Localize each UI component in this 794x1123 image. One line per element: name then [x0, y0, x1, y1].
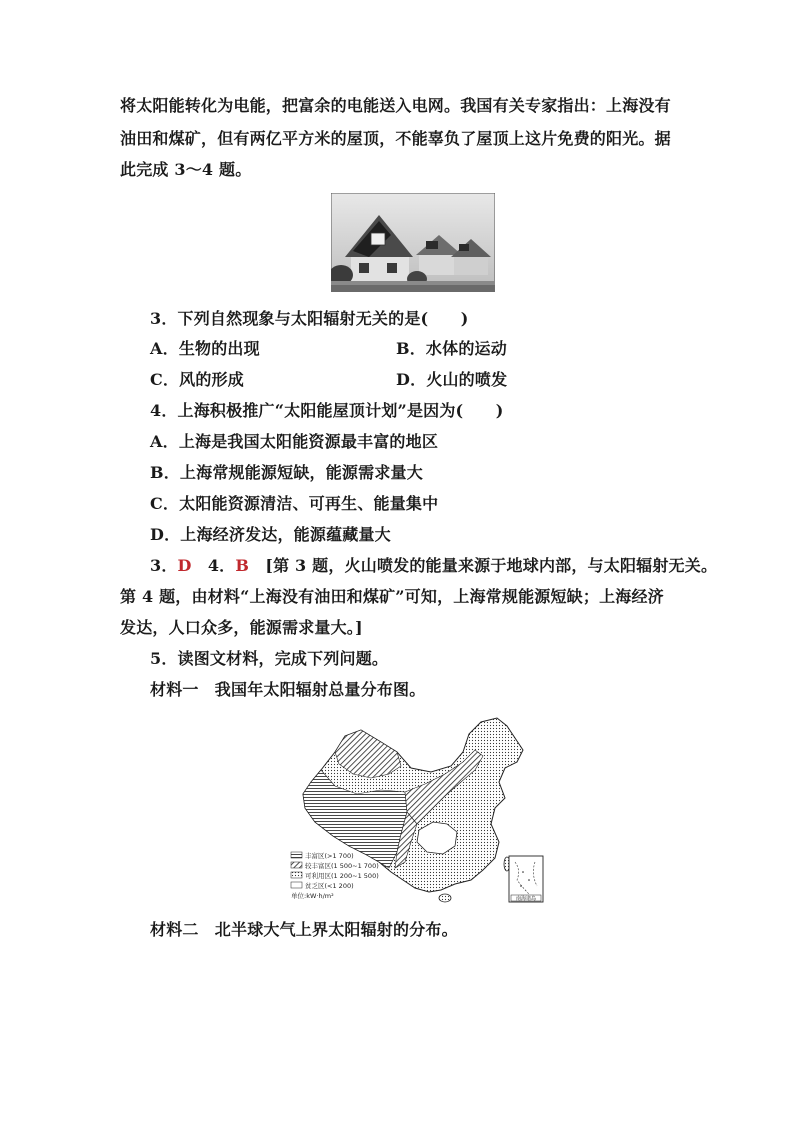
q4-stem: 4．上海积极推广“太阳能屋顶计划”是因为( ) — [150, 401, 504, 420]
answer-3: D — [177, 556, 192, 575]
legend-unit: 单位:kW·h/m² — [291, 892, 334, 900]
q4-option-c: C．太阳能资源清洁、可再生、能量集中 — [150, 494, 439, 513]
answer-label-3: 3． — [150, 556, 178, 575]
legend-poor: 贫乏区(<1 200) — [305, 882, 354, 890]
explanation-line-1: [第 3 题，火山喷发的能量来源于地球内部，与太阳辐射无关。 — [265, 556, 718, 575]
q3-option-d: D．火山的喷发 — [396, 370, 508, 389]
q3-option-c: C．风的形成 — [150, 370, 244, 389]
explanation-line-2: 第 4 题，由材料“上海没有油田和煤矿”可知，上海常规能源短缺；上海经济 — [120, 587, 664, 606]
material-2-caption: 材料二 北半球大气上界太阳辐射的分布。 — [150, 920, 458, 939]
q4-option-d: D．上海经济发达，能源蕴藏量大 — [150, 525, 391, 544]
answer-label-4: 4． — [207, 556, 236, 575]
material-1-caption: 材料一 我国年太阳辐射总量分布图。 — [150, 680, 426, 699]
solar-roof-photo — [331, 193, 495, 292]
intro-line-3: 此完成 3～4 题。 — [120, 160, 252, 179]
q4-option-a: A．上海是我国太阳能资源最丰富的地区 — [150, 432, 439, 451]
map-legend — [291, 851, 379, 900]
explanation-line-3: 发达，人口众多，能源需求量大。] — [120, 618, 363, 637]
answer-4: B — [235, 556, 250, 575]
intro-line-1: 将太阳能转化为电能，把富余的电能送入电网。我国有关专家指出：上海没有 — [120, 96, 671, 115]
q3-stem: 3．下列自然现象与太阳辐射无关的是( ) — [150, 309, 469, 328]
q4-option-b: B．上海常规能源短缺，能源需求量大 — [150, 463, 423, 482]
answer-line-1 — [150, 556, 718, 576]
inset-label: 南海诸岛 — [515, 896, 537, 902]
q3-option-b: B．水体的运动 — [396, 339, 507, 358]
legend-usable: 可利用区(1 200~1 500) — [305, 872, 379, 880]
legend-fairly-rich: 较丰富区(1 500~1 700) — [305, 862, 379, 870]
legend-rich: 丰富区(>1 700) — [305, 852, 354, 860]
intro-line-2: 油田和煤矿，但有两亿平方米的屋顶，不能辜负了屋顶上这片免费的阳光。据 — [120, 129, 671, 148]
q3-option-a: A．生物的出现 — [150, 339, 260, 358]
q5-stem: 5．读图文材料，完成下列问题。 — [150, 649, 389, 668]
solar-radiation-map — [285, 712, 545, 906]
